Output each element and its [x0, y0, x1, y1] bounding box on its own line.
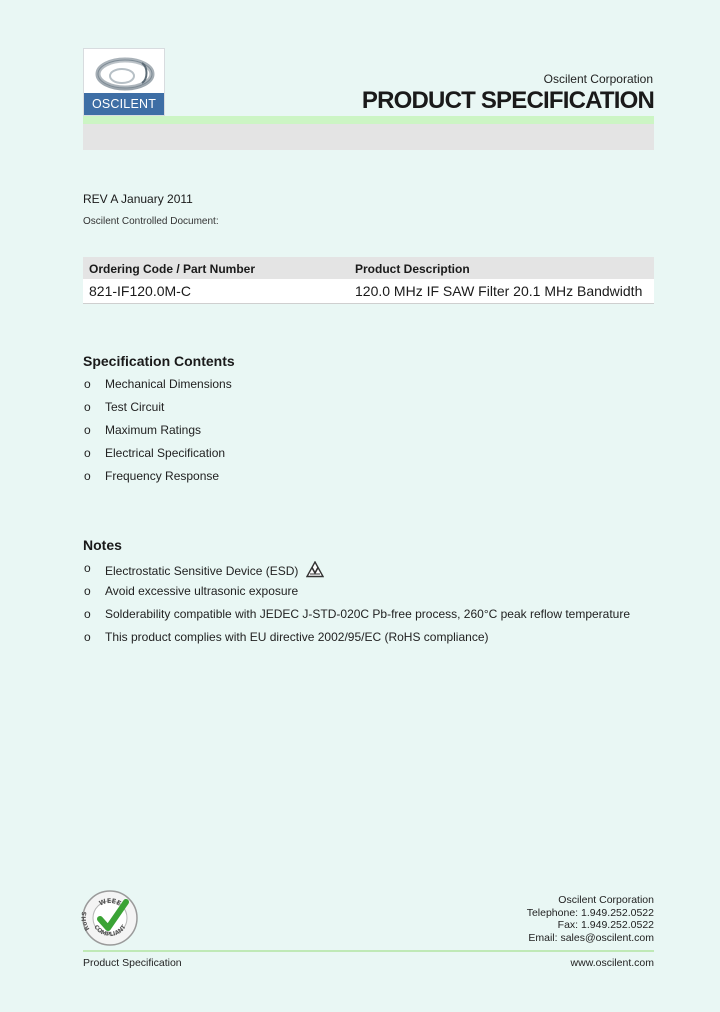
svg-text:WEEE: WEEE — [97, 896, 123, 908]
column-header-product-description: Product Description — [355, 262, 470, 276]
product-description: 120.0 MHz IF SAW Filter 20.1 MHz Bandwidth — [355, 283, 643, 299]
bullet: o — [84, 630, 91, 644]
bullet: o — [84, 607, 91, 621]
list-item-text: Avoid excessive ultrasonic exposure — [105, 584, 299, 598]
svg-text:COMPLIANT: COMPLIANT — [92, 924, 128, 939]
footer-company-name: Oscilent Corporation — [558, 894, 654, 906]
bullet: o — [84, 423, 91, 437]
list-item-text: This product complies with EU directive 2002/95/EC (RoHS compliance) — [105, 630, 489, 644]
svg-text:RoHS: RoHS — [80, 910, 92, 932]
bullet: o — [84, 469, 91, 483]
bullet: o — [84, 561, 91, 575]
list-item-text: Mechanical Dimensions — [105, 377, 232, 391]
contact-block — [527, 894, 654, 944]
list-item-text: Test Circuit — [105, 400, 165, 414]
list-item-text: Electrostatic Sensitive Device (ESD) — [105, 564, 299, 578]
footer-divider — [83, 950, 654, 952]
bullet: o — [84, 400, 91, 414]
notes-heading: Notes — [83, 537, 122, 553]
bullet: o — [84, 446, 91, 460]
bullet: o — [84, 584, 91, 598]
fax: Fax: 1.949.252.0522 — [557, 919, 654, 932]
footer-document-type: Product Specification — [83, 957, 182, 969]
list-item-text: Frequency Response — [105, 469, 220, 483]
specification-contents-heading: Specification Contents — [83, 353, 235, 369]
company-logo — [83, 48, 165, 116]
bullet: o — [84, 377, 91, 391]
list-item-text: Maximum Ratings — [105, 423, 202, 437]
revision-label: REV A January 2011 — [83, 192, 193, 206]
list-item-text: Solderability compatible with JEDEC J-STD-020C Pb-free process, 260°C peak reflow temperature — [105, 607, 631, 621]
column-header-ordering-code: Ordering Code / Part Number — [89, 262, 256, 276]
email: Email: sales@oscilent.com — [528, 931, 654, 944]
part-number: 821-IF120.0M-C — [89, 283, 191, 299]
controlled-document-label: Oscilent Controlled Document: — [83, 216, 219, 227]
telephone: Telephone: 1.949.252.0522 — [526, 906, 654, 919]
ordering-table-row — [83, 279, 654, 304]
header-grey-band — [83, 124, 654, 150]
document-title: PRODUCT SPECIFICATION — [361, 87, 654, 114]
ordering-table-header — [83, 257, 654, 279]
footer-website: www.oscilent.com — [570, 957, 654, 969]
rohs-weee-seal-icon — [80, 888, 140, 948]
logo-wordmark: OSCILENT — [84, 93, 164, 115]
esd-warning-icon — [306, 561, 324, 579]
oscilent-logo-mark-icon — [84, 49, 165, 95]
header-company-name: Oscilent Corporation — [543, 72, 653, 86]
header-green-band — [83, 116, 654, 124]
list-item-text: Electrical Specification — [105, 446, 226, 460]
list-item-text-wrap — [105, 561, 324, 579]
